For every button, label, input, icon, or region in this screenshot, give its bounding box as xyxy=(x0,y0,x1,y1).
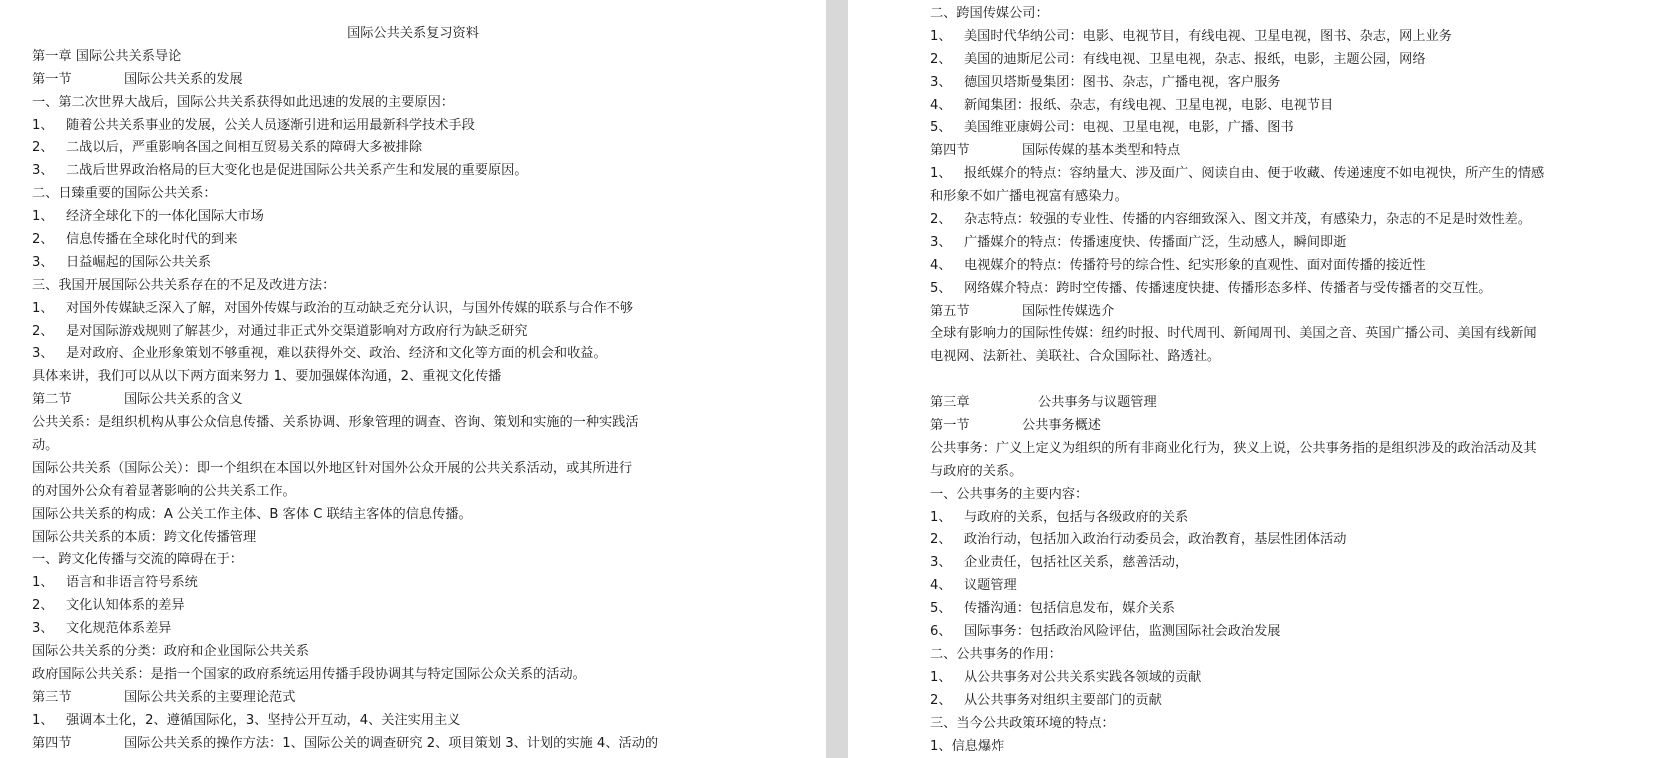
line-marker: 3、 xyxy=(930,74,952,90)
numbered-item xyxy=(930,690,1673,713)
line-text: 国际性传媒选介 xyxy=(1022,303,1115,319)
text-line xyxy=(32,458,826,481)
blank-line xyxy=(930,369,1673,392)
line-marker: 5、 xyxy=(930,120,952,136)
line-text: 国际公共关系的分类：政府和企业国际公共关系 xyxy=(32,644,309,660)
line-text: 从公共事务对组织主要部门的贡献 xyxy=(964,692,1162,708)
line-marker: 1、 xyxy=(930,166,952,182)
line-text: 美国时代华纳公司：电影、电视节目，有线电视、卫星电视，图书、杂志，网上业务 xyxy=(964,28,1452,44)
line-marker: 第一节 xyxy=(930,418,970,434)
line-marker: 6、 xyxy=(930,624,952,640)
line-marker: 3、 xyxy=(32,163,54,179)
text-line xyxy=(32,481,826,504)
line-text: 国际传媒的基本类型和特点 xyxy=(1022,143,1181,159)
line-text: 一、跨文化传播与交流的障碍在于： xyxy=(32,552,243,568)
line-text: 是对政府、企业形象策划不够重视，难以获得外交、政治、经济和文化等方面的机会和收益。 xyxy=(66,346,607,362)
section-heading xyxy=(32,733,826,756)
document-page-right xyxy=(848,0,1673,758)
numbered-item xyxy=(32,137,826,160)
numbered-item xyxy=(32,229,826,252)
line-text: 随着公共关系事业的发展，公关人员逐渐引进和运用最新科学技术手段 xyxy=(66,117,475,133)
numbered-item xyxy=(930,278,1673,301)
text-line xyxy=(930,713,1673,736)
numbered-item xyxy=(32,595,826,618)
line-marker: 第二节 xyxy=(32,392,72,408)
line-marker: 3、 xyxy=(930,555,952,571)
line-text: 国际公共关系的主要理论范式 xyxy=(124,689,296,705)
numbered-item xyxy=(930,26,1673,49)
section-heading xyxy=(930,140,1673,163)
text-line xyxy=(32,664,826,687)
line-text: 三、我国开展国际公共关系存在的不足及改进方法： xyxy=(32,277,336,293)
numbered-item xyxy=(930,529,1673,552)
line-marker: 第五节 xyxy=(930,303,970,319)
line-text: 日益崛起的国际公共关系 xyxy=(66,254,212,270)
text-line xyxy=(930,438,1673,461)
line-marker: 2、 xyxy=(32,598,54,614)
numbered-item xyxy=(32,343,826,366)
line-text: 动。 xyxy=(32,438,59,454)
numbered-item xyxy=(930,232,1673,255)
numbered-item xyxy=(930,621,1673,644)
numbered-item xyxy=(32,115,826,138)
numbered-item xyxy=(930,49,1673,72)
numbered-item xyxy=(32,206,826,229)
line-text: 二战后世界政治格局的巨大变化也是促进国际公共关系产生和发展的重要原因。 xyxy=(66,163,528,179)
line-marker: 2、 xyxy=(930,51,952,67)
numbered-item xyxy=(930,117,1673,140)
section-heading xyxy=(930,415,1673,438)
text-line xyxy=(930,461,1673,484)
line-marker: 1、 xyxy=(32,300,54,316)
line-text: 公共关系：是组织机构从事公众信息传播、关系协调、形象管理的调查、咨询、策划和实施的一种实践活 xyxy=(32,415,639,431)
line-text: 企业责任，包括社区关系，慈善活动， xyxy=(964,555,1189,571)
document-title: 国际公共关系复习资料 xyxy=(347,26,479,41)
line-text: 文化认知体系的差异 xyxy=(66,598,185,614)
line-marker: 5、 xyxy=(930,601,952,617)
line-marker: 2、 xyxy=(930,212,952,228)
text-line xyxy=(930,736,1673,758)
section-heading xyxy=(32,69,826,92)
line-text: 议题管理 xyxy=(964,578,1017,594)
text-line xyxy=(930,484,1673,507)
text-line xyxy=(32,435,826,458)
numbered-item xyxy=(930,72,1673,95)
line-text: 美国的迪斯尼公司：有线电视、卫星电视，杂志、报纸，电影，主题公园，网络 xyxy=(964,51,1426,67)
line-marker: 1、 xyxy=(32,712,54,728)
line-text: 新闻集团：报纸、杂志，有线电视、卫星电视，电影、电视节目 xyxy=(964,97,1334,113)
numbered-item xyxy=(930,507,1673,530)
line-marker: 2、 xyxy=(32,323,54,339)
line-text: 国际公共关系的含义 xyxy=(124,392,243,408)
numbered-item xyxy=(32,252,826,275)
line-text: 强调本土化，2、遵循国际化，3、坚持公开互动，4、关注实用主义 xyxy=(66,712,461,728)
text-line xyxy=(930,3,1673,26)
line-marker: 1、 xyxy=(32,575,54,591)
document-page-left xyxy=(0,0,826,758)
numbered-item xyxy=(930,552,1673,575)
line-text: 二、日臻重要的国际公共关系： xyxy=(32,186,217,202)
line-text: 国际公共关系的操作方法：1、国际公关的调查研究 2、项目策划 3、计划的实施 4、活动的 xyxy=(124,735,659,751)
line-text: 二、公共事务的作用： xyxy=(930,646,1062,662)
line-marker: 4、 xyxy=(930,257,952,273)
line-text: 公共事务与议题管理 xyxy=(1038,395,1157,411)
line-text: 杂志特点：较强的专业性、传播的内容细致深入、图文并茂，有感染力，杂志的不足是时效性差。 xyxy=(964,212,1532,228)
line-text: 国际公共关系的发展 xyxy=(124,71,243,87)
line-text: 国际事务：包括政治风险评估，监测国际社会政治发展 xyxy=(964,624,1281,640)
line-text: 电视网、法新社、美联社、合众国际社、路透社。 xyxy=(930,349,1221,365)
line-text: 三、当今公共政策环境的特点： xyxy=(930,715,1115,731)
numbered-item xyxy=(930,163,1673,186)
text-line xyxy=(32,92,826,115)
line-text: 政治行动，包括加入政治行动委员会，政治教育，基层性团体活动 xyxy=(964,532,1347,548)
chapter-heading xyxy=(930,392,1673,415)
line-marker: 1、 xyxy=(32,209,54,225)
numbered-item xyxy=(32,160,826,183)
line-marker: 1、 xyxy=(930,28,952,44)
line-marker: 1、 xyxy=(32,117,54,133)
numbered-item xyxy=(930,255,1673,278)
numbered-item xyxy=(32,298,826,321)
line-marker: 3、 xyxy=(32,346,54,362)
text-line xyxy=(930,323,1673,346)
line-text: 语言和非语言符号系统 xyxy=(66,575,198,591)
text-line xyxy=(32,504,826,527)
line-text: 具体来讲，我们可以从以下两方面来努力 1、要加强媒体沟通，2、重视文化传播 xyxy=(32,369,502,385)
line-text: 一、第二次世界大战后，国际公共关系获得如此迅速的发展的主要原因： xyxy=(32,94,454,110)
text-line xyxy=(32,366,826,389)
line-text: 对国外传媒缺乏深入了解，对国外传媒与政治的互动缺乏充分认识，与国外传媒的联系与合作不够 xyxy=(66,300,634,316)
line-text: 信息传播在全球化时代的到来 xyxy=(66,232,238,248)
line-marker: 3、 xyxy=(32,621,54,637)
numbered-item xyxy=(930,209,1673,232)
right-page-text xyxy=(930,3,1673,758)
line-text: 和形象不如广播电视富有感染力。 xyxy=(930,189,1128,205)
line-text: 报纸媒介的特点：容纳量大、涉及面广、阅读自由、便于收藏、传递速度不如电视快，所产生的情感 xyxy=(964,166,1545,182)
numbered-item xyxy=(930,598,1673,621)
line-text: 德国贝塔斯曼集团：图书、杂志，广播电视，客户服务 xyxy=(964,74,1281,90)
text-line xyxy=(32,183,826,206)
line-text: 电视媒介的特点：传播符号的综合性、纪实形象的直观性、面对面传播的接近性 xyxy=(964,257,1426,273)
line-text: 是对国际游戏规则了解甚少，对通过非正式外交渠道影响对方政府行为缺乏研究 xyxy=(66,323,528,339)
text-line xyxy=(32,641,826,664)
line-marker: 第一节 xyxy=(32,71,72,87)
text-line xyxy=(930,644,1673,667)
numbered-item xyxy=(930,95,1673,118)
line-marker: 3、 xyxy=(32,254,54,270)
line-text: 公共事务：广义上定义为组织的所有非商业化行为，狭义上说，公共事务指的是组织涉及的政治活动及其 xyxy=(930,440,1537,456)
line-marker: 第三章 xyxy=(930,395,970,411)
numbered-item xyxy=(32,321,826,344)
line-text: 广播媒介的特点：传播速度快、传播面广泛，生动感人，瞬间即逝 xyxy=(964,234,1347,250)
line-text: 的对国外公众有着显著影响的公共关系工作。 xyxy=(32,483,296,499)
line-text: 网络媒介特点：跨时空传播、传播速度快捷、传播形态多样、传播者与受传播者的交互性。 xyxy=(964,280,1492,296)
text-line xyxy=(32,46,826,69)
line-marker: 2、 xyxy=(32,232,54,248)
line-marker: 5、 xyxy=(930,280,952,296)
section-heading xyxy=(32,687,826,710)
line-marker: 第四节 xyxy=(32,735,72,751)
line-text: 二、跨国传媒公司： xyxy=(930,6,1049,21)
line-marker: 3、 xyxy=(930,234,952,250)
line-text: 与政府的关系。 xyxy=(930,463,1023,479)
line-marker: 2、 xyxy=(32,140,54,156)
line-text: 传播沟通：包括信息发布，媒介关系 xyxy=(964,601,1175,617)
left-page-text xyxy=(32,46,826,756)
line-text: 与政府的关系，包括与各级政府的关系 xyxy=(964,509,1189,525)
line-text: 经济全球化下的一体化国际大市场 xyxy=(66,209,264,225)
numbered-item xyxy=(32,710,826,733)
line-marker: 1、 xyxy=(930,669,952,685)
line-text: 从公共事务对公共关系实践各领域的贡献 xyxy=(964,669,1202,685)
line-text: 国际公共关系的构成：A 公关工作主体、B 客体 C 联结主客体的信息传播。 xyxy=(32,506,472,522)
line-marker: 2、 xyxy=(930,532,952,548)
line-marker: 第三节 xyxy=(32,689,72,705)
page-gutter xyxy=(826,0,848,758)
text-line xyxy=(32,549,826,572)
section-heading xyxy=(930,301,1673,324)
line-text: 美国维亚康姆公司：电视、卫星电视，电影，广播、图书 xyxy=(964,120,1294,136)
numbered-item xyxy=(930,575,1673,598)
line-text: 文化规范体系差异 xyxy=(66,621,172,637)
text-line xyxy=(930,186,1673,209)
line-text: 国际公共关系的本质：跨文化传播管理 xyxy=(32,529,257,545)
line-text: 公共事务概述 xyxy=(1022,418,1102,434)
line-marker: 2、 xyxy=(930,692,952,708)
text-line xyxy=(32,527,826,550)
line-text: 第一章 国际公共关系导论 xyxy=(32,48,182,64)
line-text: 1、信息爆炸 xyxy=(930,738,1005,754)
line-text: 政府国际公共关系：是指一个国家的政府系统运用传播手段协调其与特定国际公众关系的活动。 xyxy=(32,666,586,682)
line-text: 国际公共关系（国际公关）：即一个组织在本国以外地区针对国外公众开展的公共关系活动，或其所进行 xyxy=(32,460,633,476)
numbered-item xyxy=(32,618,826,641)
line-text: 二战以后，严重影响各国之间相互贸易关系的障碍大多被排除 xyxy=(66,140,423,156)
line-marker: 4、 xyxy=(930,578,952,594)
numbered-item xyxy=(930,667,1673,690)
line-marker: 4、 xyxy=(930,97,952,113)
line-marker: 第四节 xyxy=(930,143,970,159)
line-text: 一、公共事务的主要内容： xyxy=(930,486,1089,502)
line-marker: 1、 xyxy=(930,509,952,525)
section-heading xyxy=(32,389,826,412)
text-line xyxy=(930,346,1673,369)
text-line xyxy=(32,275,826,298)
text-line xyxy=(32,412,826,435)
line-text: 全球有影响力的国际性传媒：纽约时报、时代周刊、新闻周刊、美国之音、英国广播公司、美国有线新闻 xyxy=(930,326,1537,342)
numbered-item xyxy=(32,572,826,595)
